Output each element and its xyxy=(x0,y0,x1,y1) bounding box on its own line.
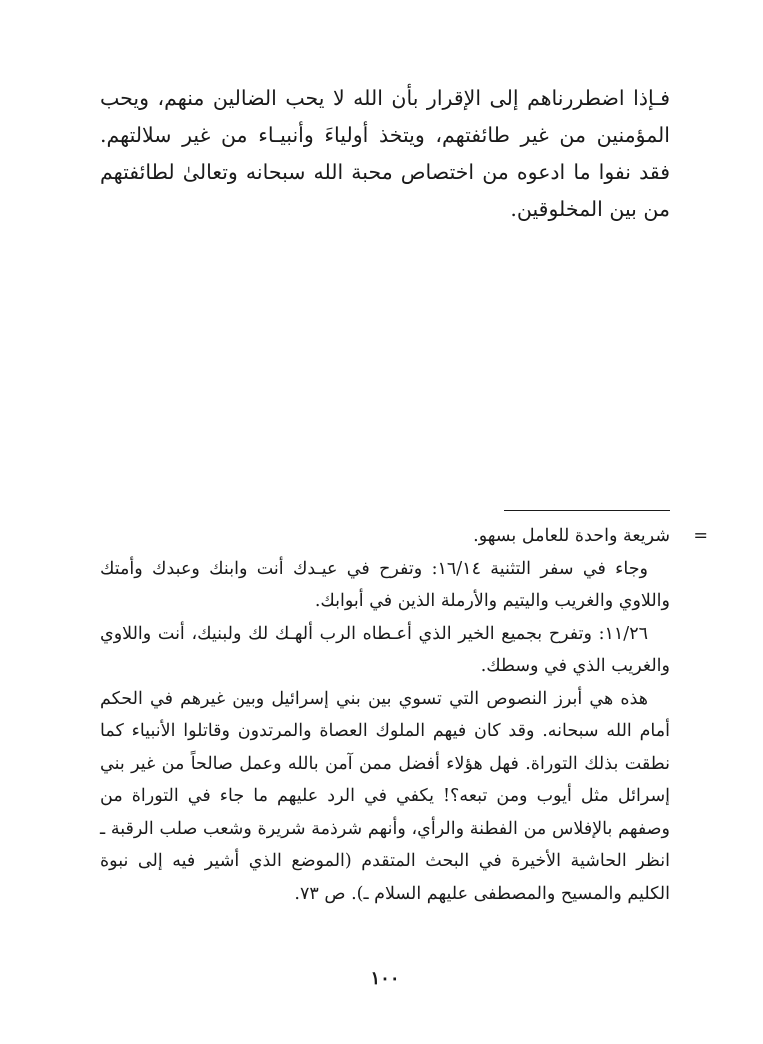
footnote-separator-line xyxy=(504,510,670,511)
document-page xyxy=(100,80,708,1020)
footnotes-section xyxy=(100,520,708,910)
footnote-continuation-marker: = xyxy=(693,526,708,546)
footnote-paragraph-deuteronomy-16: وجاء في سفر التثنية ١٦/١٤: وتفرح في عيـدك أنت وابنك وعبدك وأمتك واللاوي والغريب واليتيم والأرملة الذين في أبوابك. xyxy=(100,558,670,611)
footnote-continuation-text: شريعة واحدة للعامل بسهو. xyxy=(473,526,670,546)
main-body-text xyxy=(100,80,670,228)
main-paragraph: فـإذا اضطررناهم إلى الإقرار بأن الله لا يحب الضالين منهم، ويحب المؤمنين من غير طائفتهم، ويتخذ أولياءَ وأنبيـاء من غير سلالتهم. فقد نفوا ما ادعوه من اختصاص محبة الله سبحانه وتعالىٰ لطائفتهم من بين المخلوقين. xyxy=(100,86,670,221)
footnote-continuation xyxy=(100,520,708,553)
footnote-paragraph-26-11: ١١/٢٦: وتفرح بجميع الخير الذي أعـطاه الرب ألهـك لك ولبنيك، أنت واللاوي والغريب الذي في وسطك. xyxy=(100,623,670,676)
footnote-paragraph-commentary: هذه هي أبرز النصوص التي تسوي بين بني إسرائيل وبين غيرهم في الحكم أمام الله سبحانه. وقد كان فيهم الملوك العصاة والمرتدون وقاتلوا الأنبياء كما نطقت بذلك التوراة. فهل هؤلاء أفضل ممن آمن بالله وعمل صالحاً من غير بني إسرائل مثل أيوب ومن تبعه؟! يكفي في الرد عليهم ما جاء في التوراة من وصفهم بالإفلاس من الفطنة والرأي، وأنهم شرذمة شريرة وشعب صلب الرقبة ـ انظر الحاشية الأخيرة في البحث المتقدم (الموضع الذي أشير فيه إلى نبوة الكليم والمسيح والمصطفى عليهم السلام ـ). ص ٧٣. xyxy=(100,688,670,904)
page-number: ١٠٠ xyxy=(370,968,400,989)
